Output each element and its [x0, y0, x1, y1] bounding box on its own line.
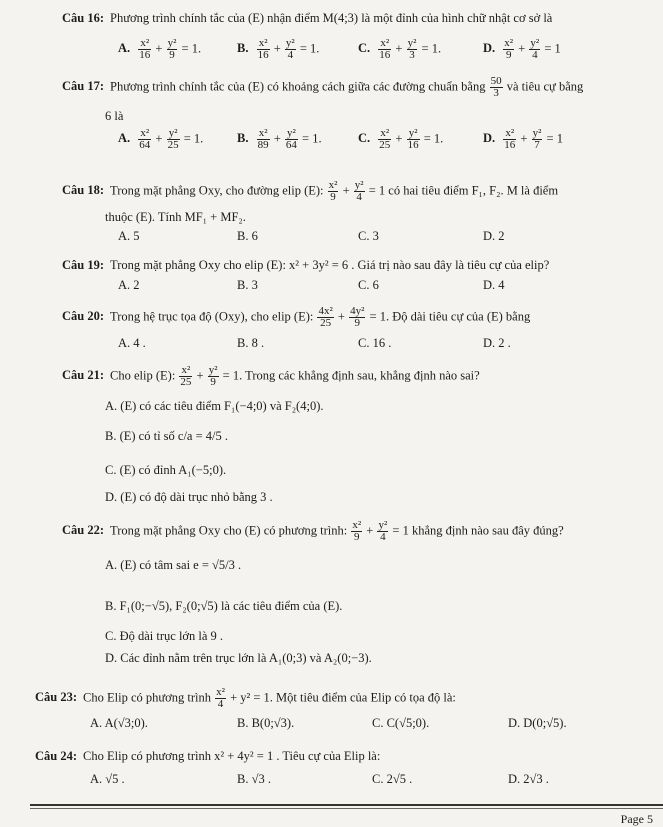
- option-a[interactable]: A. (E) có tâm sai e = √5/3 .: [105, 558, 242, 572]
- question-18-stem-line2: thuộc (E). Tính MF₁ + MF₂.: [105, 210, 246, 224]
- option-c[interactable]: C. (E) có đỉnh A₁(−5;0).: [105, 463, 227, 477]
- option-d[interactable]: D. Các đỉnh nằm trên trục lớn là A₁(0;3) và A₂(0;−3).: [105, 651, 372, 665]
- question-label: Câu 20:: [62, 309, 105, 324]
- option-c[interactable]: C. $\frac{\text{x²}}{25}$ + $\frac{\text{y²}}{16}$ = 1.: [358, 127, 444, 151]
- question-label: Câu 18:: [62, 183, 105, 198]
- option-d[interactable]: D. 2√3 .: [508, 772, 549, 786]
- question-16-stem: [62, 10, 552, 26]
- option-b[interactable]: B. 3: [237, 278, 258, 292]
- option-b[interactable]: B. √3 .: [237, 772, 271, 786]
- option-b[interactable]: B. F₁(0;−√5), F₂(0;√5) là các tiêu điểm của (E).: [105, 599, 343, 613]
- question-17-stem: Câu 17: Phương trình chính tắc của (E) có khoảng cách giữa các đường chuẩn bằng $\frac{50}{3}$ và tiêu cự bằng: [62, 75, 584, 99]
- option-c[interactable]: C. 6: [358, 278, 379, 292]
- option-d[interactable]: D. (E) có độ dài trục nhỏ bằng 3 .: [105, 490, 273, 504]
- option-c[interactable]: C. 16 .: [358, 336, 392, 350]
- question-text: Phương trình chính tắc của (E) nhận điểm M(4;3) là một đỉnh của hình chữ nhật cơ sở là: [110, 11, 553, 25]
- option-a[interactable]: A. (E) có các tiêu điểm F₁(−4;0) và F₂(4;0).: [105, 399, 324, 413]
- question-24-stem: Câu 24: Cho Elip có phương trình x² + 4y² = 1 . Tiêu cự của Elip là:: [35, 749, 381, 763]
- question-label: Câu 21:: [62, 368, 105, 383]
- option-d[interactable]: D. $\frac{\text{x²}}{16}$ + $\frac{\text{y²}}{7}$ = 1: [483, 127, 563, 151]
- option-d[interactable]: D. 4: [483, 278, 505, 292]
- question-label: Câu 23:: [35, 690, 78, 705]
- question-label: Câu 24:: [35, 749, 78, 763]
- option-b[interactable]: B. $\frac{\text{x²}}{89}$ + $\frac{\text{y²}}{64}$ = 1.: [237, 127, 322, 151]
- footer-divider-thin: [30, 808, 663, 809]
- option-a[interactable]: A. 2: [118, 278, 140, 292]
- option-a[interactable]: A. A(√3;0).: [90, 716, 148, 730]
- option-a[interactable]: A. 5: [118, 229, 140, 243]
- option-b[interactable]: B. B(0;√3).: [237, 716, 295, 730]
- question-label: Câu 22:: [62, 523, 105, 538]
- option-c[interactable]: C. 2√5 .: [372, 772, 413, 786]
- question-20-stem: Câu 20: Trong hệ trục tọa độ (Oxy), cho elip (E): $\frac{\text{4x²}}{25}$ + $\frac{\text{4y²}}{9}$ = 1. Độ dài tiêu cự của (E) bằng: [62, 305, 531, 329]
- option-a[interactable]: A. √5 .: [90, 772, 125, 786]
- option-d[interactable]: D. $\frac{\text{x²}}{9}$ + $\frac{\text{y²}}{4}$ = 1: [483, 37, 561, 61]
- question-label: Câu 19:: [62, 258, 105, 272]
- footer-divider: [30, 804, 663, 806]
- option-c[interactable]: C. $\frac{\text{x²}}{16}$ + $\frac{\text{y²}}{3}$ = 1.: [358, 37, 442, 61]
- question-19-stem: Câu 19: Trong mặt phẳng Oxy cho elip (E): x² + 3y² = 6 . Giá trị nào sau đây là tiêu cự của elip?: [62, 258, 550, 272]
- option-b[interactable]: B. (E) có tỉ số c/a = 4/5 .: [105, 429, 228, 443]
- question-label: Câu 16:: [62, 11, 105, 25]
- option-a[interactable]: A. 4 .: [118, 336, 146, 350]
- option-c[interactable]: C. C(√5;0).: [372, 716, 430, 730]
- option-b[interactable]: B. $\frac{\text{x²}}{16}$ + $\frac{\text{y²}}{4}$ = 1.: [237, 37, 320, 61]
- option-a[interactable]: A. $\frac{\text{x²}}{16}$ + $\frac{\text{y²}}{9}$ = 1.: [118, 37, 202, 61]
- option-a[interactable]: A. $\frac{\text{x²}}{64}$ + $\frac{\text{y²}}{25}$ = 1.: [118, 127, 204, 151]
- page-number: Page 5: [620, 812, 653, 826]
- question-18-stem: Câu 18: Trong mặt phẳng Oxy, cho đường elip (E): $\frac{\text{x²}}{9}$ + $\frac{\text{y²}}{4}$ = 1 có hai tiêu điểm F₁, F₂. M là điểm: [62, 179, 559, 203]
- option-c[interactable]: C. 3: [358, 229, 379, 243]
- question-17-stem-line2: 6 là: [105, 109, 124, 123]
- option-c[interactable]: C. Độ dài trục lớn là 9 .: [105, 629, 224, 643]
- option-b[interactable]: B. 6: [237, 229, 258, 243]
- option-d[interactable]: D. 2: [483, 229, 505, 243]
- option-d[interactable]: D. 2 .: [483, 336, 511, 350]
- question-22-stem: Câu 22: Trong mặt phẳng Oxy cho (E) có phương trình: $\frac{\text{x²}}{9}$ + $\frac{\text{y²}}{4}$ = 1 khẳng định nào sau đây đúng?: [62, 519, 564, 543]
- question-21-stem: Câu 21: Cho elip (E): $\frac{\text{x²}}{25}$ + $\frac{\text{y²}}{9}$ = 1. Trong các khẳng định sau, khẳng định nào sai?: [62, 364, 480, 388]
- question-23-stem: Câu 23: Cho Elip có phương trình $\frac{\text{x²}}{4}$ + y² = 1. Một tiêu điểm của Elip có tọa độ là:: [35, 686, 456, 710]
- option-b[interactable]: B. 8 .: [237, 336, 265, 350]
- question-label: Câu 17:: [62, 79, 105, 94]
- option-d[interactable]: D. D(0;√5).: [508, 716, 567, 730]
